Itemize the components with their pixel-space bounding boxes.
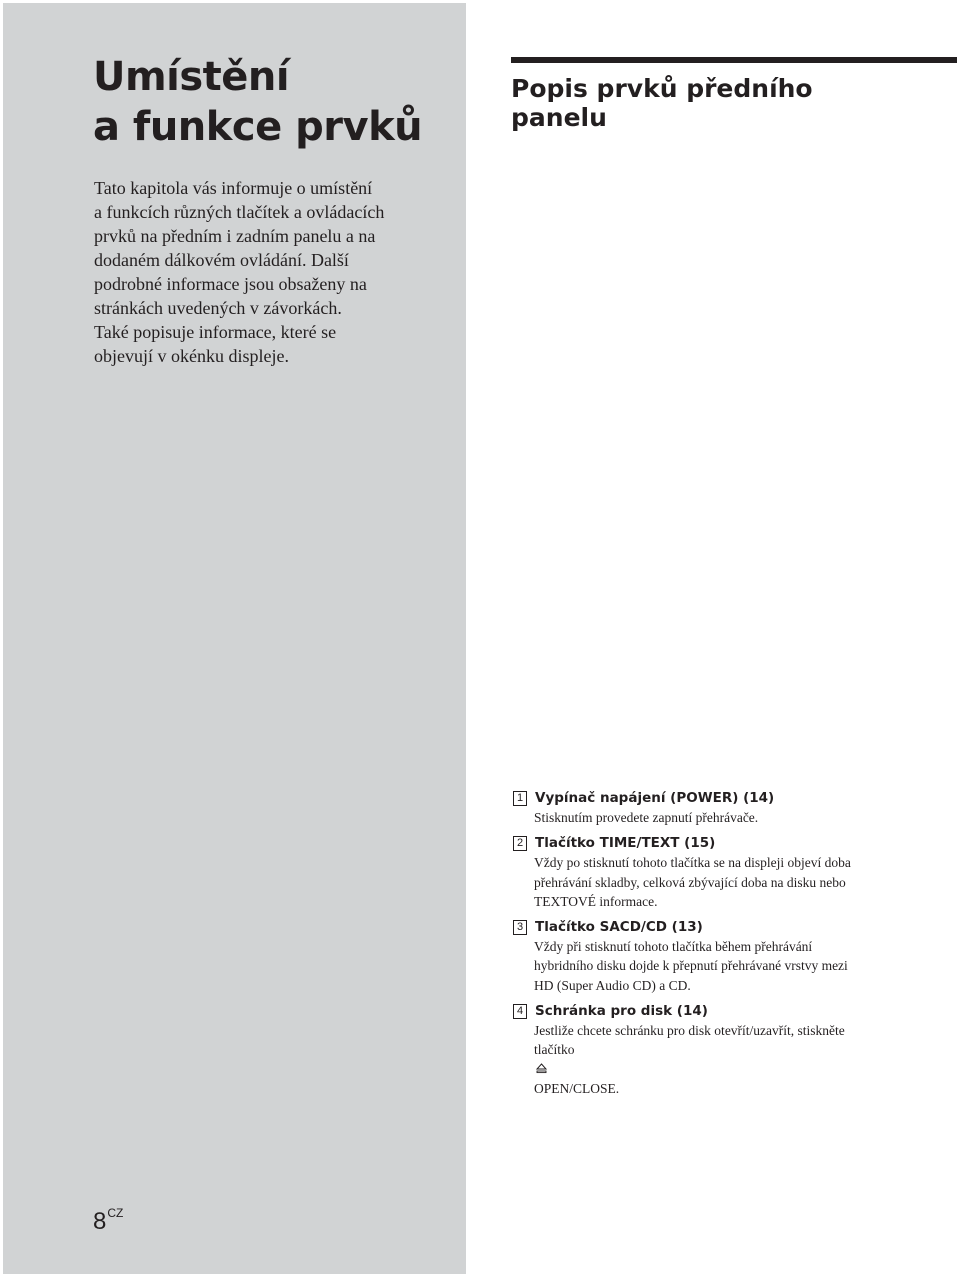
intro-line: stránkách uvedených v závorkách.: [94, 298, 342, 318]
list-item: [513, 917, 943, 995]
item-number-badge: 1: [513, 791, 527, 806]
item-title: Tlačítko SACD/CD (13): [535, 919, 703, 936]
item-heading: [513, 833, 943, 853]
list-item: [513, 833, 943, 911]
item-title: Vypínač napájení (POWER) (14): [535, 790, 775, 806]
item-number-badge: 3: [513, 920, 527, 935]
intro-line: objevují v okénku displeje.: [94, 346, 289, 366]
intro-line: a funkcích různých tlačítek a ovládacích: [94, 202, 385, 222]
item-description-line: Stisknutím provedete zapnutí přehrávače.: [534, 810, 759, 825]
page-number-value: 8: [93, 1208, 107, 1235]
item-description-suffix: OPEN/CLOSE.: [534, 1080, 620, 1096]
list-item: [513, 788, 943, 827]
item-description: [534, 853, 943, 911]
intro-line: podrobné informace jsou obsaženy na: [94, 274, 367, 294]
eject-icon: [536, 1060, 941, 1079]
item-description-line: hybridního disku dojde k přepnutí přehrávané vrstvy mezi: [534, 958, 848, 974]
chapter-title-line: Umístění: [93, 54, 290, 100]
intro-line: Také popisuje informace, které se: [94, 322, 337, 342]
item-heading: [513, 788, 943, 808]
item-description-prefix: tlačítko: [534, 1042, 575, 1058]
item-heading: [513, 917, 943, 937]
page-number: [93, 1198, 123, 1237]
item-description: [534, 937, 943, 995]
item-description-line: přehrávání skladby, celková zbývající doba na disku nebo: [534, 874, 846, 890]
chapter-title-line: a funkce prvků: [93, 104, 423, 150]
item-description-line: HD (Super Audio CD) a CD.: [534, 977, 691, 993]
section-title-line: panelu: [511, 103, 607, 132]
intro-line: prvků na předním i zadním panelu a na: [94, 226, 376, 246]
item-description-line: Jestliže chcete schránku pro disk otevřít/uzavřít, stiskněte: [534, 1023, 845, 1039]
intro-line: dodaném dálkovém ovládání. Další: [94, 250, 349, 270]
item-number-badge: 4: [513, 1004, 527, 1019]
item-description-line: Vždy při stisknutí tohoto tlačítka během přehrávání: [534, 939, 813, 955]
section-title: [511, 74, 813, 132]
section-title-line: Popis prvků předního: [511, 74, 813, 103]
item-number-badge: 2: [513, 836, 527, 851]
list-item: [513, 1001, 943, 1098]
item-heading: [513, 1001, 943, 1021]
item-description-line: Vždy po stisknutí tohoto tlačítka se na displeji objeví doba: [534, 855, 851, 871]
chapter-intro: [94, 176, 434, 368]
item-title: Schránka pro disk (14): [535, 1003, 708, 1020]
item-title: Tlačítko TIME/TEXT (15): [535, 835, 716, 852]
item-list: [513, 788, 943, 1104]
item-description-line: TEXTOVÉ informace.: [534, 893, 658, 909]
chapter-title: [93, 52, 453, 152]
item-description: [534, 1021, 943, 1098]
item-description-line: [534, 1040, 943, 1098]
item-description: [534, 808, 943, 827]
section-rule: [511, 57, 957, 63]
intro-line: Tato kapitola vás informuje o umístění: [94, 178, 373, 198]
page-number-suffix: CZ: [107, 1206, 124, 1220]
